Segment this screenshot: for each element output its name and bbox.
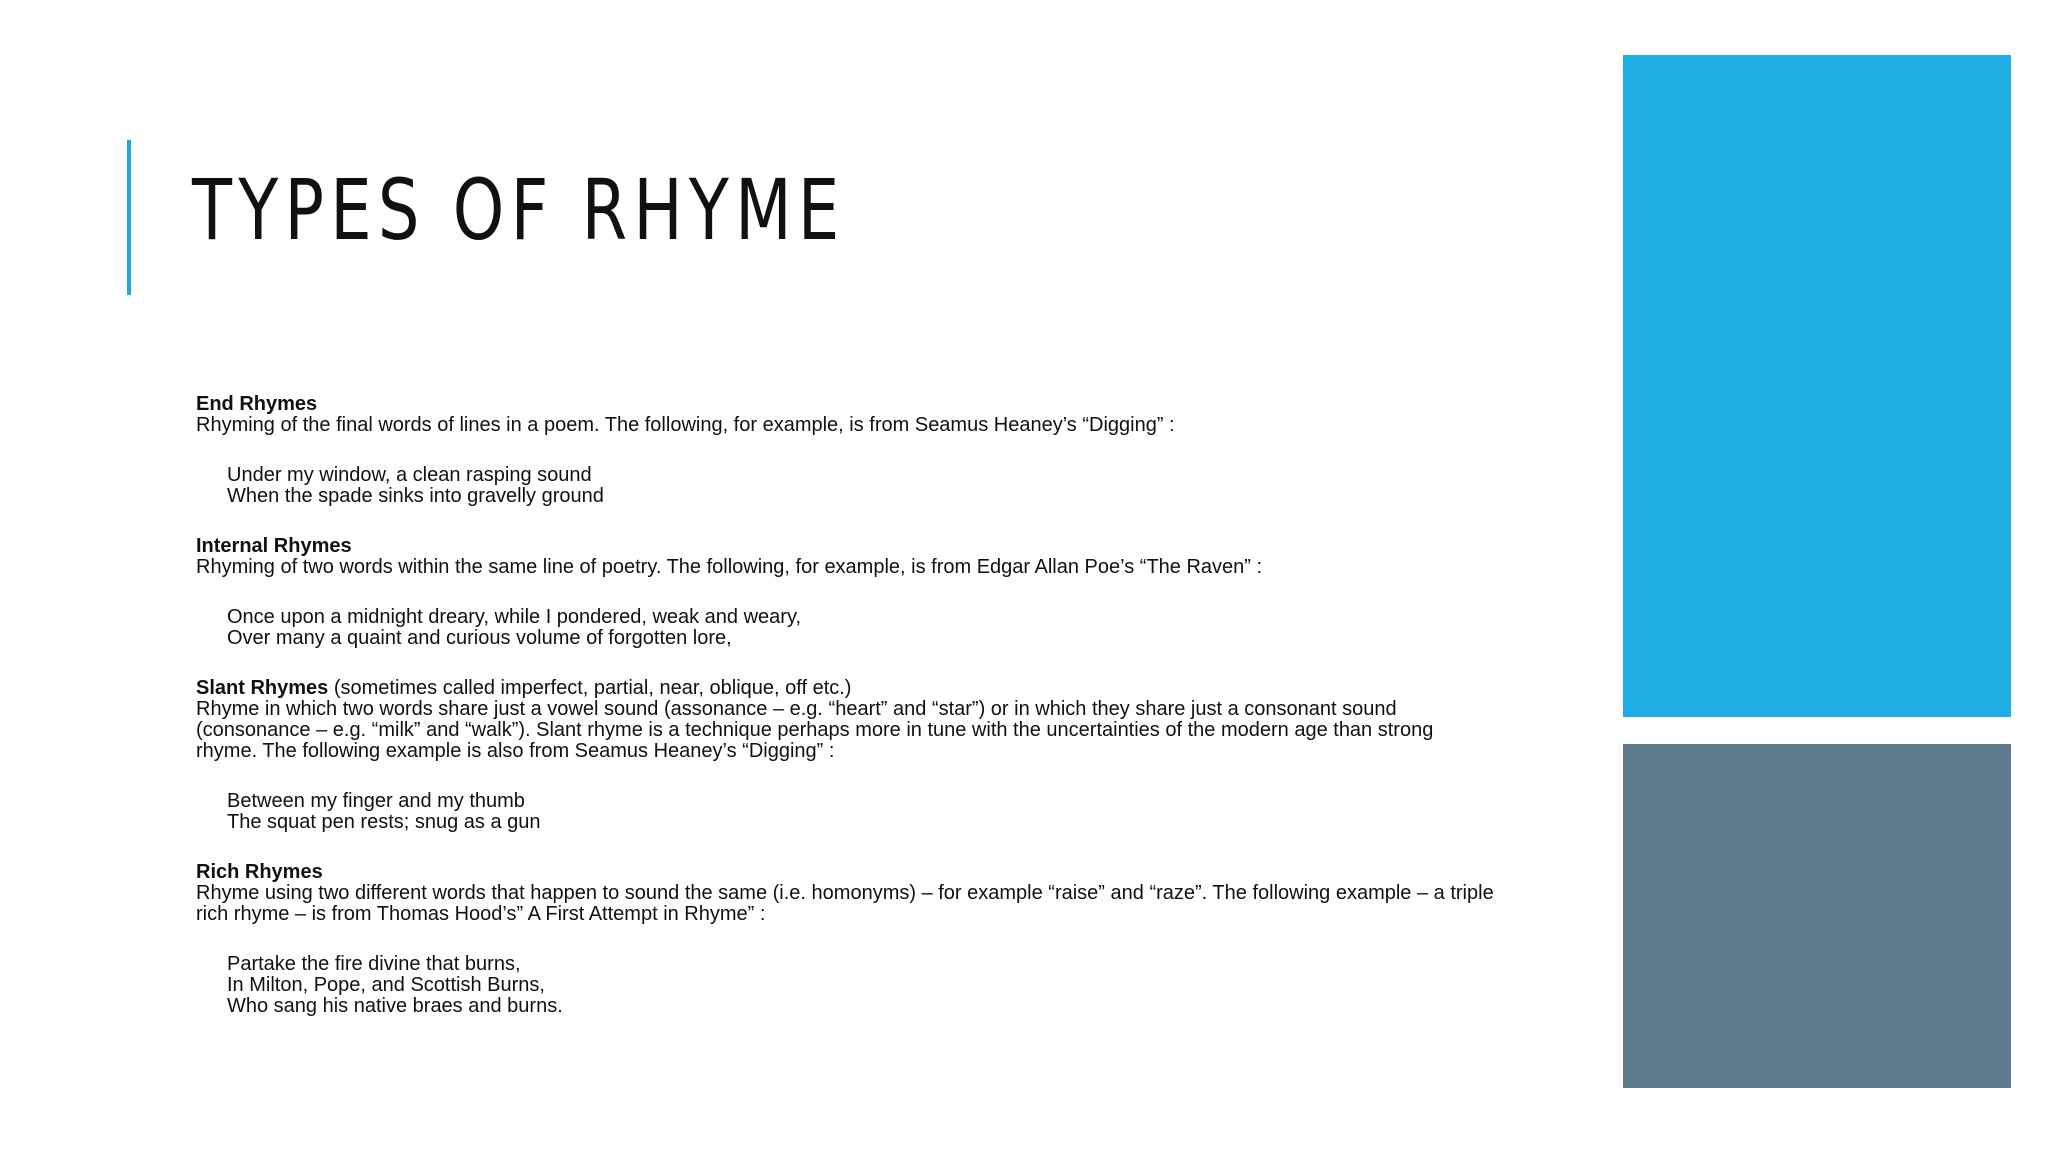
section-heading: Rich Rhymes <box>196 861 323 883</box>
section-description: Rhyme in which two words share just a vowel sound (assonance – e.g. “heart” and “star”) or in which they share just a consonant sound (consonance – e.g. “milk” and “walk”). Slant rhyme is a technique perhaps more in tune with the uncertainties of the modern age than strong rhyme. The following example is also from Seamus Heaney’s “Digging” : <box>196 698 1434 762</box>
verse-block <box>227 607 1496 649</box>
verse-line: Under my window, a clean rasping sound <box>227 464 592 486</box>
section-end-rhymes <box>196 394 1496 507</box>
title-accent-bar <box>127 140 131 295</box>
section-heading: Slant Rhymes <box>196 677 329 699</box>
verse-line: Partake the fire divine that burns, <box>227 953 521 975</box>
section-heading: Internal Rhymes <box>196 535 352 557</box>
verse-line: Once upon a midnight dreary, while I pondered, weak and weary, <box>227 606 802 628</box>
verse-line: Between my finger and my thumb <box>227 790 525 812</box>
section-description: Rhyming of two words within the same line of poetry. The following, for example, is from Edgar Allan Poe’s “The Raven” : <box>196 556 1263 578</box>
verse-line: In Milton, Pope, and Scottish Burns, <box>227 974 545 996</box>
slide-title: TYPES OF RHYME <box>192 161 846 259</box>
decorative-blue-block <box>1623 55 2011 717</box>
section-heading-suffix: (sometimes called imperfect, partial, near, oblique, off etc.) <box>328 677 852 699</box>
section-heading-line <box>196 678 1496 699</box>
verse-block <box>227 791 1496 833</box>
verse-line: When the spade sinks into gravelly ground <box>227 485 604 507</box>
section-heading-line <box>196 536 1496 557</box>
verse-line: Over many a quaint and curious volume of forgotten lore, <box>227 627 732 649</box>
decorative-slate-block <box>1623 744 2011 1088</box>
slide-body <box>196 394 1496 1046</box>
section-heading: End Rhymes <box>196 393 318 415</box>
section-description: Rhyming of the final words of lines in a poem. The following, for example, is from Seamus Heaney’s “Digging” : <box>196 414 1175 436</box>
verse-block <box>227 954 1496 1017</box>
verse-line: The squat pen rests; snug as a gun <box>227 811 541 833</box>
section-description: Rhyme using two different words that happen to sound the same (i.e. homonyms) – for example “raise” and “raze”. The following example – a triple rich rhyme – is from Thomas Hood’s” A First Attempt in Rhyme” : <box>196 882 1494 925</box>
section-heading-line <box>196 394 1496 415</box>
section-slant-rhymes <box>196 678 1496 833</box>
section-rich-rhymes <box>196 862 1496 1017</box>
section-heading-line <box>196 862 1496 883</box>
verse-block <box>227 465 1496 507</box>
section-internal-rhymes <box>196 536 1496 649</box>
verse-line: Who sang his native braes and burns. <box>227 995 563 1017</box>
